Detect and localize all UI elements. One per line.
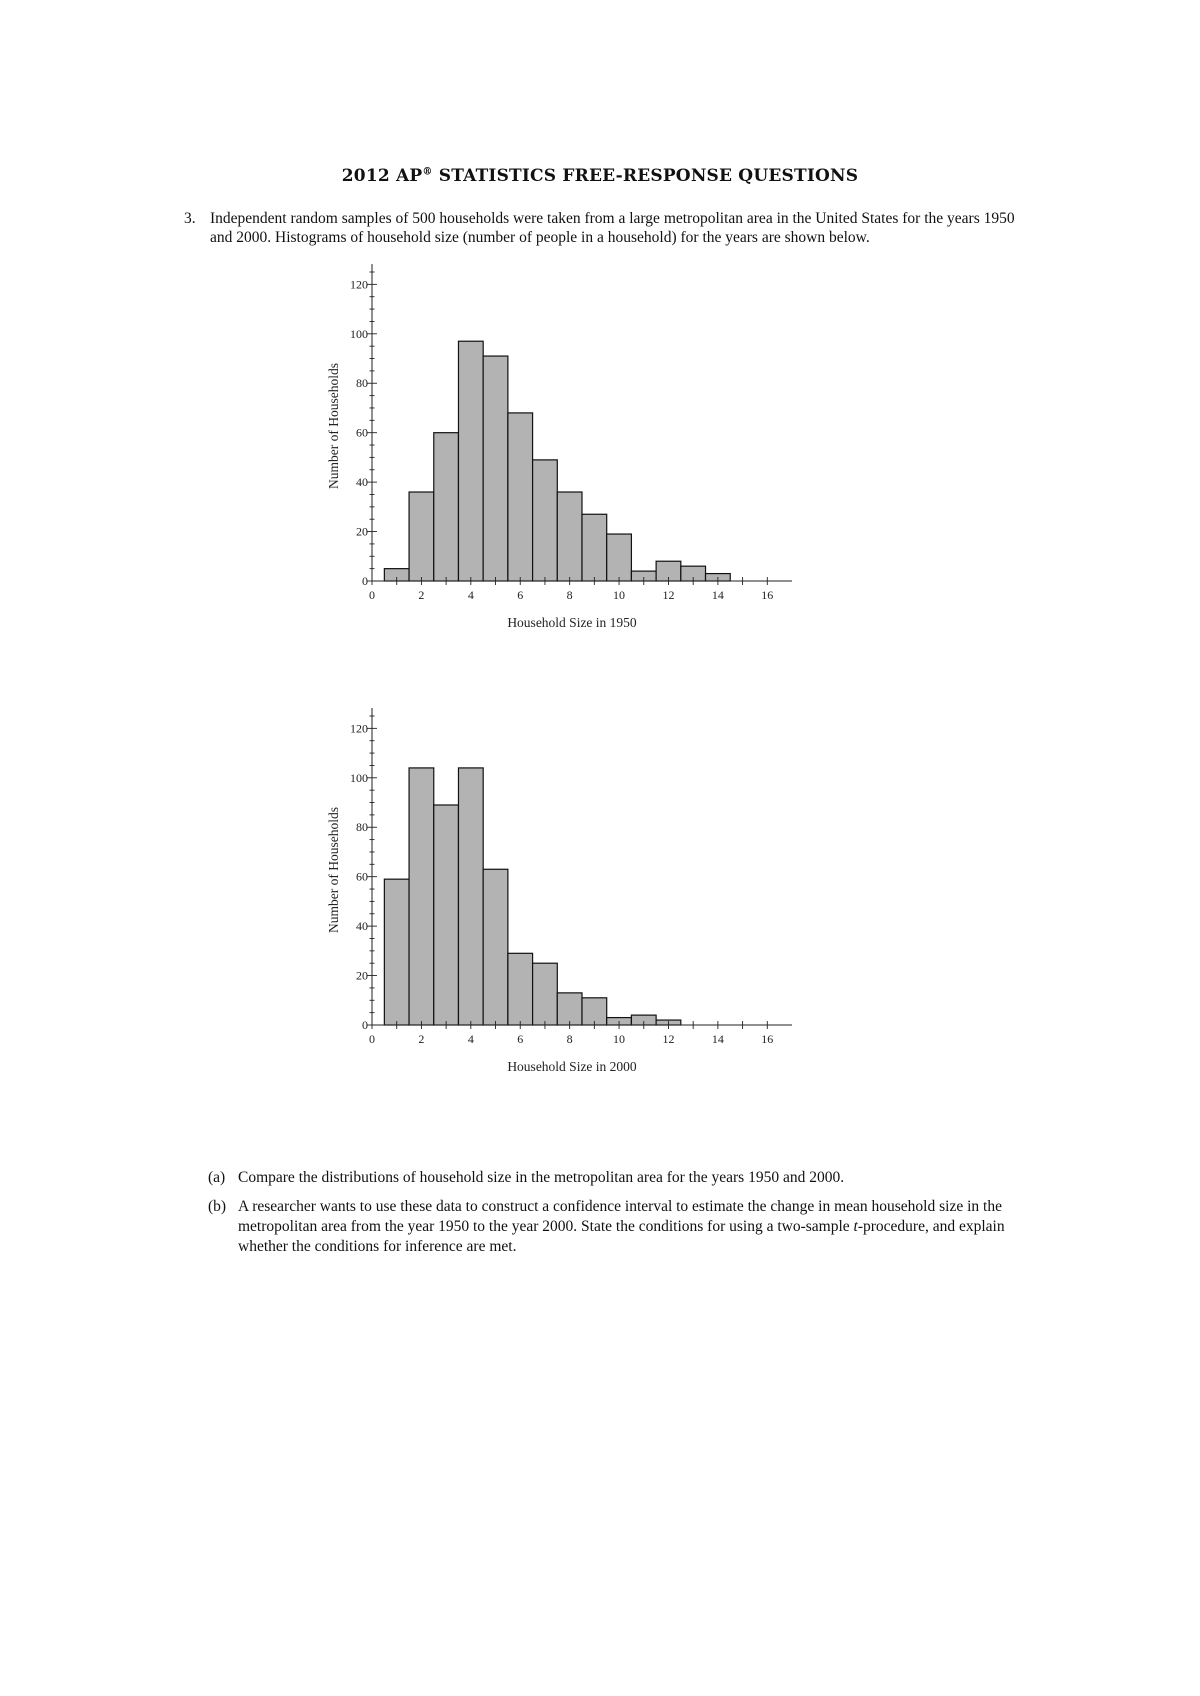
histogram-bar xyxy=(384,879,409,1025)
histogram-bar xyxy=(458,341,483,581)
histogram-bar xyxy=(533,460,558,581)
histogram-bar xyxy=(508,413,533,581)
histogram-bar xyxy=(483,869,508,1025)
histogram-bar xyxy=(483,356,508,581)
x-tick-label: 16 xyxy=(761,1032,774,1046)
x-tick-label: 8 xyxy=(566,588,573,602)
y-tick-label: 100 xyxy=(350,326,368,341)
x-tick-label: 8 xyxy=(566,1032,573,1046)
question-text: Independent random samples of 500 households were taken from a large metropolitan area in the United States for the years 1950 and 2000. Histograms of household size (number of people in a household) for the years are shown below. xyxy=(210,210,1015,246)
histogram-bar xyxy=(409,492,434,581)
question-block xyxy=(184,209,1024,247)
x-tick-label: 4 xyxy=(467,588,474,602)
page-title xyxy=(0,166,1200,186)
histogram-bar xyxy=(557,993,582,1025)
y-tick-label: 0 xyxy=(362,574,368,588)
histogram-bar xyxy=(508,953,533,1025)
part-b xyxy=(208,1197,1028,1257)
x-tick-label: 10 xyxy=(613,1032,626,1046)
y-tick-label: 80 xyxy=(356,820,368,835)
y-tick-label: 120 xyxy=(350,721,368,736)
x-tick-label: 0 xyxy=(369,588,375,602)
x-tick-label: 6 xyxy=(517,588,524,602)
x-tick-label: 2 xyxy=(418,588,425,602)
x-axis-label: Household Size in 2000 xyxy=(507,1059,637,1074)
part-b-text-pre: A researcher wants to use these data to construct a confidence interval to estimate the change in mean household size in the metropolitan area from the year 1950 to the year 2000. State the conditions for using a two-sample xyxy=(238,1198,1002,1235)
part-a-text: Compare the distributions of household size in the metropolitan area for the years 1950 and 2000. xyxy=(238,1169,845,1186)
x-axis-label: Household Size in 1950 xyxy=(507,615,637,630)
histogram-bar xyxy=(607,534,632,581)
y-axis-label: Number of Households xyxy=(326,363,341,489)
question-parts xyxy=(208,1168,1028,1266)
title-post: STATISTICS FREE-RESPONSE QUESTIONS xyxy=(432,166,859,186)
histogram-1950 xyxy=(326,277,890,696)
y-tick-label: 100 xyxy=(350,770,368,785)
x-tick-label: 14 xyxy=(711,588,724,602)
title-pre: 2012 AP xyxy=(341,166,423,186)
histogram-bar xyxy=(582,998,607,1025)
histogram-bar xyxy=(533,963,558,1025)
part-b-text-post: -procedure, and explain whether the conditions for inference are met. xyxy=(238,1218,1005,1255)
y-axis-label: Number of Households xyxy=(326,807,341,933)
histogram-bar xyxy=(409,768,434,1025)
x-tick-label: 10 xyxy=(613,588,626,602)
registered-mark: ® xyxy=(422,166,433,178)
part-a-label: (a) xyxy=(208,1169,226,1186)
y-tick-label: 20 xyxy=(356,968,368,983)
y-tick-label: 120 xyxy=(350,277,368,292)
x-tick-label: 4 xyxy=(467,1032,474,1046)
x-tick-label: 0 xyxy=(369,1032,375,1046)
x-tick-label: 6 xyxy=(517,1032,524,1046)
y-tick-label: 40 xyxy=(356,919,368,934)
x-tick-label: 12 xyxy=(662,1032,675,1046)
question-number: 3. xyxy=(184,210,196,227)
x-tick-label: 12 xyxy=(662,588,675,602)
histogram-bar xyxy=(557,492,582,581)
x-tick-label: 2 xyxy=(418,1032,425,1046)
y-tick-label: 40 xyxy=(356,475,368,490)
part-b-label: (b) xyxy=(208,1198,227,1215)
part-a xyxy=(208,1168,1028,1188)
y-tick-label: 60 xyxy=(356,425,368,440)
histogram-2000 xyxy=(326,721,890,1140)
y-tick-label: 0 xyxy=(362,1018,368,1032)
histogram-bar xyxy=(582,514,607,581)
y-tick-label: 60 xyxy=(356,869,368,884)
histogram-bar xyxy=(458,768,483,1025)
y-tick-label: 80 xyxy=(356,376,368,391)
histogram-bar xyxy=(434,805,459,1025)
histogram-bar xyxy=(434,433,459,581)
x-tick-label: 16 xyxy=(761,588,774,602)
y-tick-label: 20 xyxy=(356,524,368,539)
x-tick-label: 14 xyxy=(711,1032,724,1046)
part-b-text-t: t xyxy=(853,1218,858,1235)
